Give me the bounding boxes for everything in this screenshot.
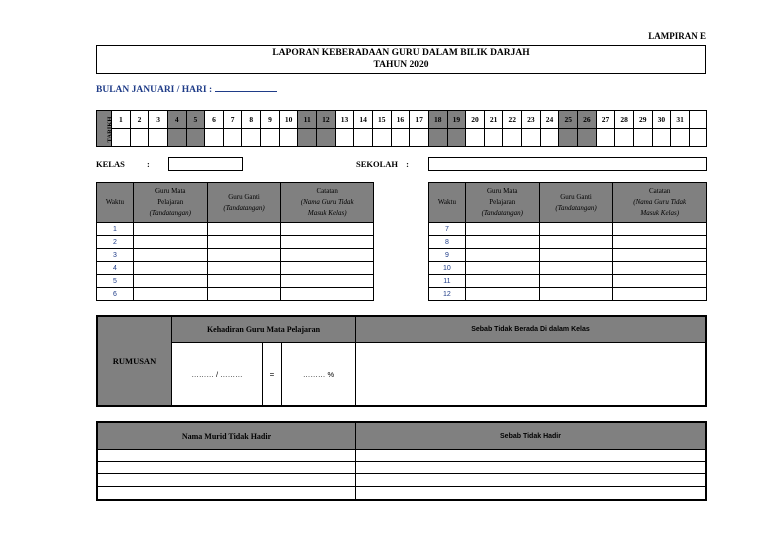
sebab-tidak-hadir-header-cell [356,423,705,450]
col-catatan-line2: (Nama Guru Tidak [300,198,354,206]
tarikh-entry-23[interactable] [522,129,541,147]
tarikh-entry-1[interactable] [112,129,131,147]
tarikh-date-21: 21 [484,111,503,129]
tarikh-date-13: 13 [335,111,354,129]
tarikh-date-23: 23 [522,111,541,129]
report-title: LAPORAN KEBERADAAN GURU DALAM BILIK DARJAH [272,48,530,58]
tarikh-entry-29[interactable] [633,129,652,147]
col-guru-mata [133,183,207,223]
col-guru-mata-line3: (Tandatangan) [149,209,191,217]
tarikh-date-row [97,111,707,129]
waktu-row [97,262,374,275]
tarikh-entry-27[interactable] [596,129,615,147]
tarikh-entry-12[interactable] [317,129,336,147]
nama-murid-header-cell [98,423,356,450]
guru-ganti-cell[interactable] [207,249,281,262]
nama-murid-input[interactable] [98,462,356,474]
waktu-row [97,249,374,262]
tarikh-entry-15[interactable] [372,129,391,147]
guru-ganti-cell[interactable] [539,249,613,262]
rumusan-label-cell [98,317,172,405]
tarikh-entry-26[interactable] [578,129,597,147]
tarikh-entry-10[interactable] [279,129,298,147]
tarikh-date-7: 7 [223,111,242,129]
rumusan-label: RUMUSAN [112,356,157,366]
waktu-row [97,288,374,301]
catatan-cell[interactable] [613,223,707,236]
waktu-row [429,275,707,288]
tarikh-date-6: 6 [205,111,224,129]
sebab-tidak-hadir-input[interactable] [356,450,705,462]
guru-mata-cell[interactable] [133,223,207,236]
catatan-cell[interactable] [613,249,707,262]
waktu-row [97,275,374,288]
tarikh-entry-21[interactable] [484,129,503,147]
tarikh-entry-8[interactable] [242,129,261,147]
waktu-number: 1 [97,223,134,236]
waktu-row [97,223,374,236]
guru-mata-cell[interactable] [133,275,207,288]
col-guru-ganti-line2: (Tandatangan) [555,203,597,212]
equals-sign: = [269,369,275,379]
tarikh-date-1: 1 [112,111,131,129]
waktu-number: 7 [429,223,466,236]
col-guru-ganti [207,183,281,223]
guru-mata-cell[interactable] [465,288,539,301]
kelas-label-group [96,159,150,169]
waktu-row [429,223,707,236]
guru-mata-cell[interactable] [465,223,539,236]
tarikh-date-31: 31 [671,111,690,129]
waktu-number: 12 [429,288,466,301]
guru-ganti-cell[interactable] [207,288,281,301]
bulan-hari-field [96,82,277,95]
tarikh-entry-24[interactable] [540,129,559,147]
guru-mata-cell[interactable] [465,262,539,275]
tarikh-entry-28[interactable] [615,129,634,147]
guru-mata-cell[interactable] [133,236,207,249]
tarikh-date-26: 26 [578,111,597,129]
waktu-row [429,249,707,262]
tarikh-date-8: 8 [242,111,261,129]
guru-ganti-cell[interactable] [207,236,281,249]
tarikh-entry-19[interactable] [447,129,466,147]
tarikh-label-cell [97,111,112,147]
kehadiran-header-cell [172,317,356,343]
catatan-cell[interactable] [613,262,707,275]
tarikh-date-18: 18 [428,111,447,129]
tarikh-date-20: 20 [466,111,485,129]
tarikh-date-24: 24 [540,111,559,129]
tarikh-date-15: 15 [372,111,391,129]
percent-text: ……… % [302,369,335,379]
catatan-cell[interactable] [281,223,374,236]
sekolah-label: SEKOLAH [356,159,399,169]
waktu-row [429,262,707,275]
waktu-number: 10 [429,262,466,275]
tarikh-table [96,110,707,147]
waktu-number: 3 [97,249,134,262]
col-guru-mata-line1: Guru Mata [155,187,186,195]
tarikh-entry-4[interactable] [167,129,186,147]
guru-mata-cell[interactable] [465,249,539,262]
col-guru-mata-line1: Guru Mata [487,187,518,195]
fraction-text: ……… / ……… [191,369,243,379]
tarikh-extra-cell [690,111,707,129]
waktu-header-row [97,183,374,223]
col-guru-ganti [539,183,613,223]
kelas-input[interactable] [168,157,243,171]
col-guru-mata-line2: Pelajaran [489,198,516,206]
waktu-number: 5 [97,275,134,288]
bulan-label: BULAN JANUARI / HARI : [96,85,213,95]
tarikh-entry-20[interactable] [466,129,485,147]
tarikh-date-14: 14 [354,111,373,129]
col-catatan-line3: Masuk Kelas) [307,209,347,217]
tarikh-entry-7[interactable] [223,129,242,147]
sebab-tidak-hadir-header: Sebab Tidak Hadir [500,432,561,440]
sebab-tidak-berada-input[interactable] [356,343,705,405]
col-waktu: Waktu [97,183,134,223]
nama-murid-input[interactable] [98,450,356,462]
col-catatan-line1: Catatan [316,187,338,195]
catatan-cell[interactable] [281,288,374,301]
catatan-cell[interactable] [613,288,707,301]
nama-murid-input[interactable] [98,487,356,499]
tarikh-date-30: 30 [652,111,671,129]
tarikh-entry-14[interactable] [354,129,373,147]
sebab-tidak-hadir-input[interactable] [356,462,705,474]
waktu-number: 6 [97,288,134,301]
catatan-cell[interactable] [613,236,707,249]
tarikh-date-29: 29 [633,111,652,129]
waktu-number: 9 [429,249,466,262]
waktu-number: 4 [97,262,134,275]
col-catatan [281,183,374,223]
tarikh-date-3: 3 [149,111,168,129]
col-guru-ganti-line1: Guru Ganti [228,192,260,201]
tarikh-date-12: 12 [317,111,336,129]
equals-cell [263,343,282,405]
kelas-label: KELAS [96,159,125,169]
kehadiran-header: Kehadiran Guru Mata Pelajaran [206,325,321,334]
guru-ganti-cell[interactable] [207,223,281,236]
waktu-header-row [429,183,707,223]
tarikh-date-22: 22 [503,111,522,129]
guru-mata-cell[interactable] [133,288,207,301]
tarikh-date-16: 16 [391,111,410,129]
catatan-cell[interactable] [281,275,374,288]
tarikh-date-2: 2 [130,111,149,129]
tarikh-label: TARIKH [106,116,114,143]
tarikh-entry-9[interactable] [261,129,280,147]
tarikh-date-9: 9 [261,111,280,129]
waktu-row [429,236,707,249]
guru-mata-cell[interactable] [133,249,207,262]
waktu-table-left [96,182,374,301]
waktu-table-right [428,182,707,301]
guru-mata-cell[interactable] [133,262,207,275]
tarikh-entry-13[interactable] [335,129,354,147]
guru-ganti-cell[interactable] [539,288,613,301]
tarikh-entry-5[interactable] [186,129,205,147]
guru-ganti-cell[interactable] [207,262,281,275]
tarikh-entry-6[interactable] [205,129,224,147]
tarikh-date-5: 5 [186,111,205,129]
nama-murid-input[interactable] [98,474,356,487]
hari-blank-line[interactable] [215,82,277,92]
tarikh-date-19: 19 [447,111,466,129]
guru-mata-cell[interactable] [465,236,539,249]
guru-ganti-cell[interactable] [539,223,613,236]
sekolah-colon: : [406,159,410,169]
col-catatan-line3: Masuk Kelas) [640,209,680,217]
tarikh-entry-30[interactable] [652,129,671,147]
catatan-cell[interactable] [281,236,374,249]
percent-cell[interactable] [282,343,356,405]
col-catatan-line2: (Nama Guru Tidak [633,198,687,206]
sebab-tidak-hadir-input[interactable] [356,474,705,487]
waktu-number: 11 [429,275,466,288]
tarikh-entry-17[interactable] [410,129,429,147]
tarikh-date-27: 27 [596,111,615,129]
sekolah-label-group [356,159,409,169]
tarikh-date-11: 11 [298,111,317,129]
waktu-number: 2 [97,236,134,249]
guru-ganti-cell[interactable] [207,275,281,288]
tarikh-entry-11[interactable] [298,129,317,147]
catatan-cell[interactable] [281,262,374,275]
tarikh-date-28: 28 [615,111,634,129]
tarikh-entry-row [97,129,707,147]
tarikh-extra-cell [690,129,707,147]
guru-ganti-cell[interactable] [539,236,613,249]
tarikh-entry-2[interactable] [130,129,149,147]
rumusan-section [96,315,707,407]
sebab-tidak-hadir-input[interactable] [356,487,705,499]
waktu-number: 8 [429,236,466,249]
col-guru-ganti-line1: Guru Ganti [560,192,592,201]
lampiran-label: LAMPIRAN E [648,31,706,41]
kelas-colon: : [146,159,150,169]
guru-ganti-cell[interactable] [539,275,613,288]
tarikh-date-10: 10 [279,111,298,129]
guru-mata-cell[interactable] [465,275,539,288]
col-guru-mata-line2: Pelajaran [157,198,184,206]
tarikh-entry-25[interactable] [559,129,578,147]
tarikh-date-4: 4 [167,111,186,129]
col-catatan [613,183,707,223]
col-guru-mata-line3: (Tandatangan) [481,209,523,217]
nama-murid-header: Nama Murid Tidak Hadir [181,431,272,441]
sebab-tidak-berada-header: Sebab Tidak Berada Di dalam Kelas [471,326,590,333]
tarikh-date-17: 17 [410,111,429,129]
tarikh-date-25: 25 [559,111,578,129]
fraction-cell[interactable] [172,343,263,405]
tarikh-entry-22[interactable] [503,129,522,147]
catatan-cell[interactable] [613,275,707,288]
tarikh-entry-3[interactable] [149,129,168,147]
report-title-box [96,45,706,74]
report-year: TAHUN 2020 [373,60,429,70]
waktu-row [429,288,707,301]
waktu-row [97,236,374,249]
col-guru-mata [465,183,539,223]
guru-ganti-cell[interactable] [539,262,613,275]
col-catatan-line1: Catatan [649,187,671,195]
tarikh-entry-18[interactable] [428,129,447,147]
sebab-tidak-berada-header-cell [356,317,705,343]
col-waktu: Waktu [429,183,466,223]
tarikh-entry-31[interactable] [671,129,690,147]
catatan-cell[interactable] [281,249,374,262]
tarikh-entry-16[interactable] [391,129,410,147]
murid-tidak-hadir-section [96,421,707,501]
sekolah-input[interactable] [428,157,707,171]
col-guru-ganti-line2: (Tandatangan) [223,203,265,212]
